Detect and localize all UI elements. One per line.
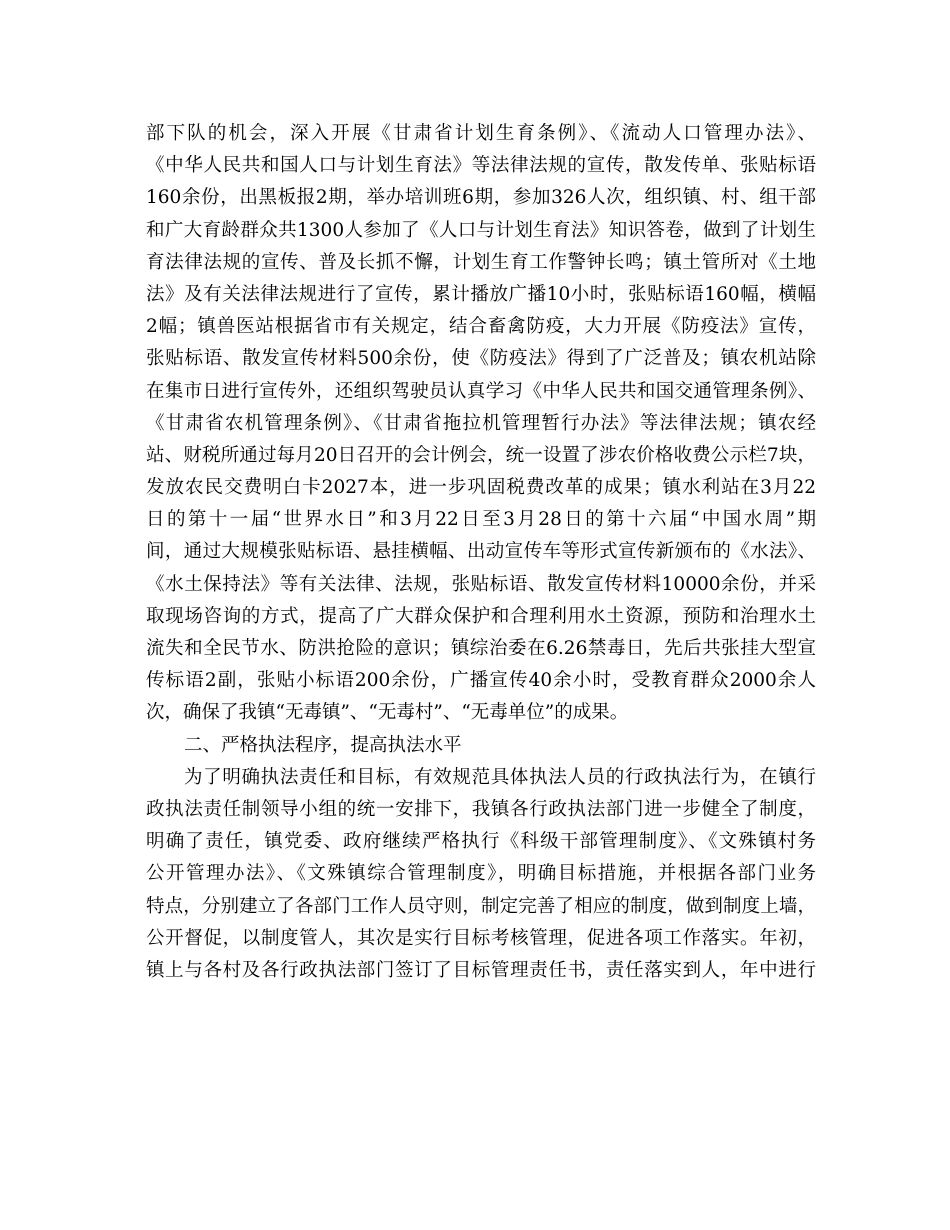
text-line: 传标语2副，张贴小标语200余份，广播宣传40余小时，受教育群众2000余人	[146, 670, 816, 692]
text-line: 部下队的机会，深入开展《甘肃省计划生育条例》、《流动人口管理办法》、	[146, 123, 816, 144]
text-line: 张贴标语、散发宣传材料500余份，使《防疫法》得到了广泛普及；镇农机站除	[146, 348, 816, 370]
text-line: 站、财税所通过每月20日召开的会计例会，统一设置了涉农价格收费公示栏7块，	[146, 444, 816, 466]
text-line: 次，确保了我镇“无毒镇”、“无毒村”、“无毒单位”的成果。	[146, 702, 629, 724]
document-body	[146, 118, 816, 987]
text-line: 取现场咨询的方式，提高了广大群众保护和合理利用水土资源，预防和治理水土	[146, 605, 816, 627]
text-line: 《中华人民共和国人口与计划生育法》等法律法规的宣传，散发传单、张贴标语	[146, 155, 816, 177]
text-line: 公开督促，以制度管人，其次是实行目标考核管理，促进各项工作落实。年初，	[146, 927, 816, 949]
text-line: 日的第十一届“世界水日”和3月22日至3月28日的第十六届“中国水周”期	[146, 509, 816, 531]
text-line: 2幅；镇兽医站根据省市有关规定，结合畜禽防疫，大力开展《防疫法》宣传，	[146, 316, 816, 338]
text-line: 明确了责任，镇党委、政府继续严格执行《科级干部管理制度》、《文殊镇村务	[146, 831, 816, 853]
text-line: 《甘肃省农机管理条例》、《甘肃省拖拉机管理暂行办法》等法律法规；镇农经	[146, 412, 816, 434]
text-line: 流失和全民节水、防洪抢险的意识；镇综治委在6.26禁毒日，先后共张挂大型宣	[146, 638, 816, 659]
text-line: 在集市日进行宣传外，还组织驾驶员认真学习《中华人民共和国交通管理条例》、	[146, 380, 816, 402]
text-line: 160余份，出黑板报2期，举办培训班6期，参加326人次，组织镇、村、组干部	[146, 187, 816, 209]
text-line: 二、严格执法程序，提高执法水平	[184, 734, 462, 756]
text-line: 为了明确执法责任和目标，有效规范具体执法人员的行政执法行为，在镇行	[184, 766, 816, 788]
text-line: 间，通过大规模张贴标语、悬挂横幅、出动宣传车等形式宣传新颁布的《水法》、	[146, 541, 816, 563]
text-line: 政执法责任制领导小组的统一安排下，我镇各行政执法部门进一步健全了制度，	[146, 798, 816, 820]
text-line: 育法律法规的宣传、普及长抓不懈，计划生育工作警钟长鸣；镇土管所对《土地	[146, 251, 816, 273]
text-line: 《水土保持法》等有关法律、法规，张贴标语、散发宣传材料10000余份，并采	[146, 573, 816, 595]
text-line: 发放农民交费明白卡2027本，进一步巩固税费改革的成果；镇水利站在3月22	[146, 477, 816, 499]
text-line: 公开管理办法》、《文殊镇综合管理制度》，明确目标措施，并根据各部门业务	[146, 863, 816, 885]
text-line: 和广大育龄群众共1300人参加了《人口与计划生育法》知识答卷，做到了计划生	[146, 219, 816, 241]
text-line: 法》及有关法律法规进行了宣传，累计播放广播10小时，张贴标语160幅，横幅	[146, 283, 816, 305]
text-line: 镇上与各村及各行政执法部门签订了目标管理责任书，责任落实到人，年中进行	[146, 959, 816, 981]
text-line: 特点，分别建立了各部门工作人员守则，制定完善了相应的制度，做到制度上墙，	[146, 895, 816, 917]
